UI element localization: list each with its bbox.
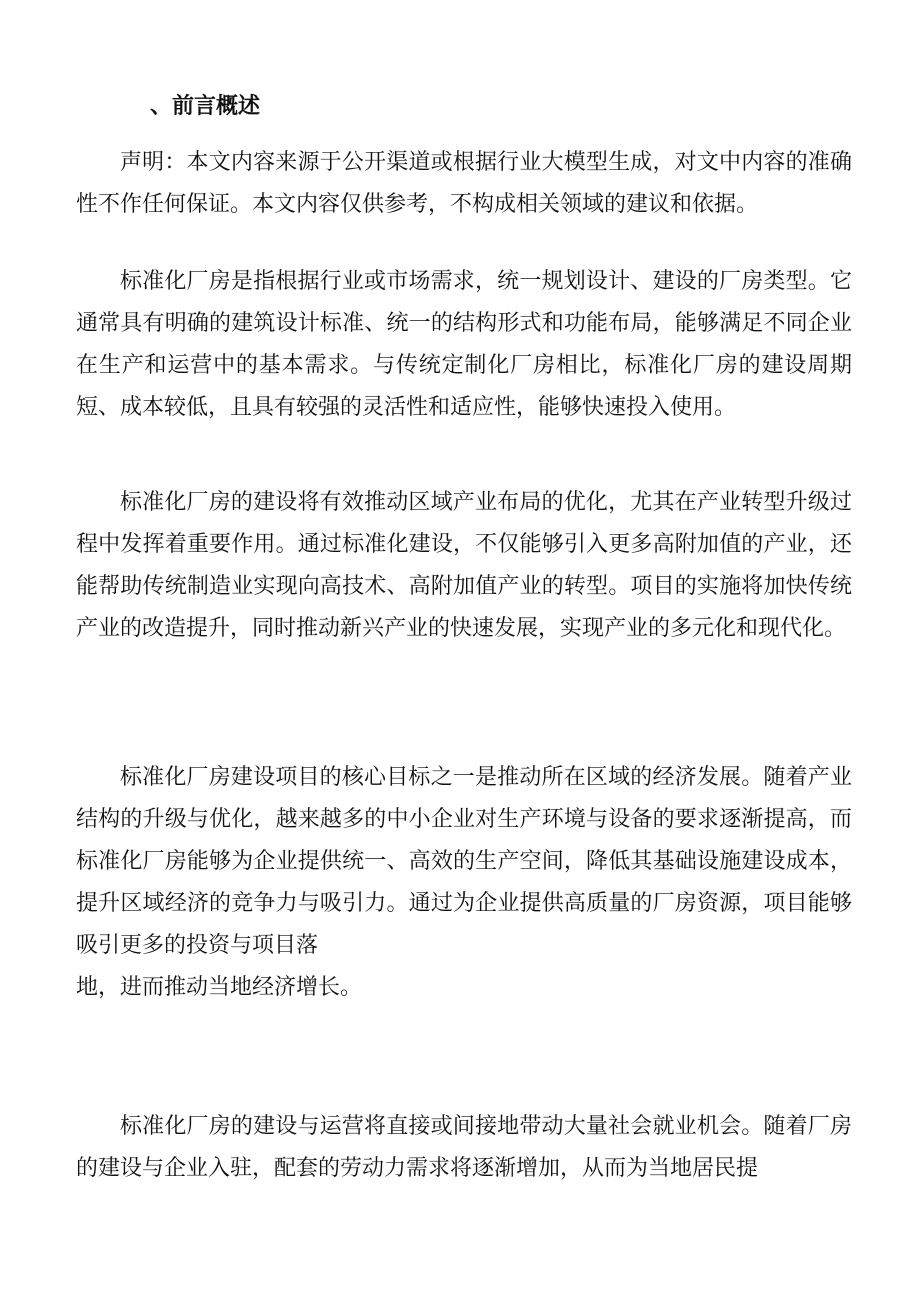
paragraph-economic-development-main: 标准化厂房建设项目的核心目标之一是推动所在区域的经济发展。随着产业结构的升级与优化，越来越多的中小企业对生产环境与设备的要求逐渐提高，而标准化厂房能够为企业提供统一、高效的生产空间，降低其基础设施建设成本，提升区域经济的竞争力与吸引力。通过为企业提供高质量的厂房资源，项目能够吸引更多的投资与项目落 [76,765,852,958]
paragraph-economic-development-tail: 地，进而推动当地经济增长。 [76,975,363,1000]
section-heading: 、前言概述 [150,93,261,119]
paragraph-economic-development [76,757,852,1009]
paragraph-definition: 标准化厂房是指根据行业或市场需求，统一规划设计、建设的厂房类型。它通常具有明确的建筑设计标准、统一的结构形式和功能布局，能够满足不同企业在生产和运营中的基本需求。与传统定制化厂房相比，标准化厂房的建设周期短、成本较低，且具有较强的灵活性和适应性，能够快速投入使用。 [76,269,852,420]
disclaimer-paragraph: 声明：本文内容来源于公开渠道或根据行业大模型生成，对文中内容的准确性不作任何保证。本文内容仅供参考，不构成相关领域的建议和依据。 [76,150,852,217]
paragraph-employment: 标准化厂房的建设与运营将直接或间接地带动大量社会就业机会。随着厂房的建设与企业入驻，配套的劳动力需求将逐渐增加，从而为当地居民提 [76,1114,852,1181]
paragraph-industry-layout: 标准化厂房的建设将有效推动区域产业布局的优化，尤其在产业转型升级过程中发挥着重要作用。通过标准化建设，不仅能够引入更多高附加值的产业，还能帮助传统制造业实现向高技术、高附加值产业的转型。项目的实施将加快传统产业的改造提升，同时推动新兴产业的快速发展，实现产业的多元化和现代化。 [76,490,852,641]
